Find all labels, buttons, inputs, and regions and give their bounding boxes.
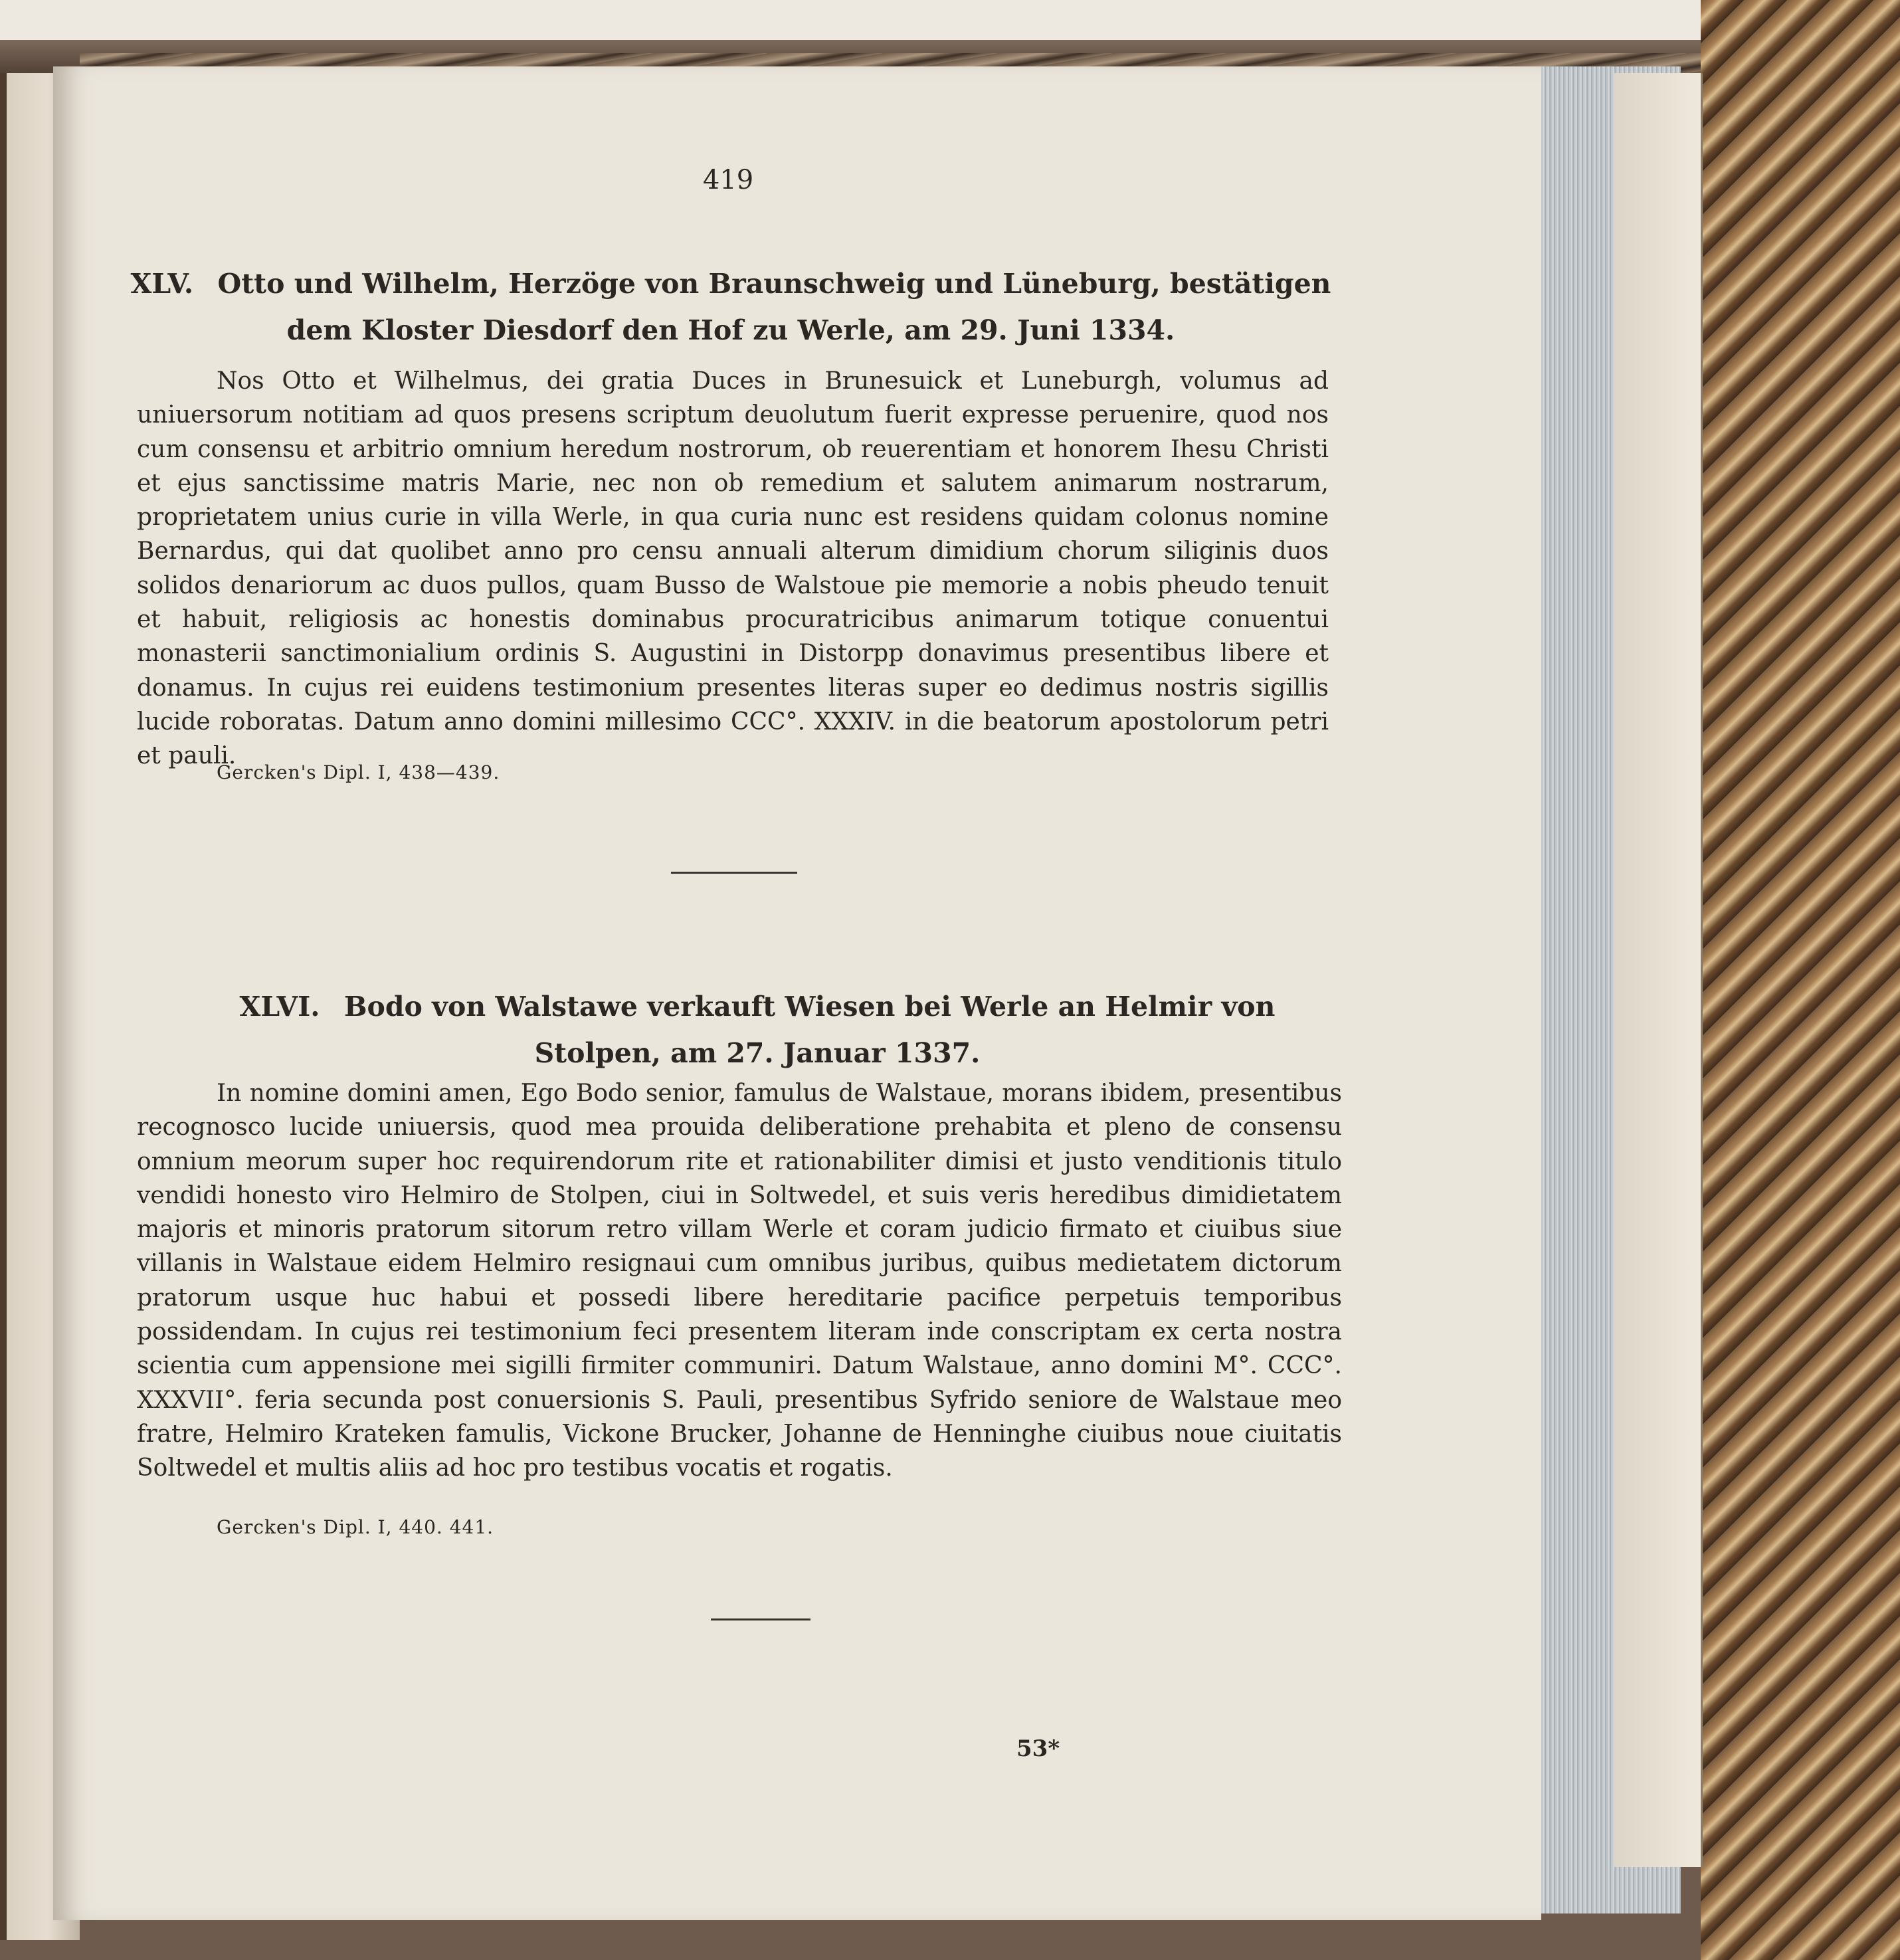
section-divider [671,872,797,874]
charter-paragraph: Nos Otto et Wilhelmus, dei gratia Duces in Brunesuick et Luneburgh, volumus ad uniuersorum notitiam ad quos presens scriptum deuolutum fuerit expresse peruenire, quod nos cum consensu et arbitrio omnium heredum nostrorum, ob reuerentiam et honorem Ihesu Christi et ejus sanctissime matris Marie, nec non ob remedium et salutem animarum nostrarum, proprietatem unius curie in villa Werle, in qua curia nunc est residens quidam colonus nomine Bernardus, qui dat quolibet anno pro censu annuali alterum dimidium chorum siliginis duos solidos denariorum ac duos pullos, quam Busso de Walstoue pie memorie a nobis pheudo tenuit et habuit, religiosis ac honestis dominabus procuratricibus animarum totique conuentui monasterii sanctimonialium ordinis S. Augustini in Distorpp donavimus presentibus libere et donamus. In cujus rei euidens testimonium presentes literas super eo dedimus nostris sigillis lucide roboratas. Datum anno domini millesimo CCC°. XXXIV. in die beatorum apostolorum petri et pauli. [137,367,1329,770]
page-number: 419 [702,165,754,195]
section-divider [711,1618,810,1620]
source-citation-xlvi: Gercken's Dipl. I, 440. 441. [217,1516,494,1538]
signature-mark: 53* [1016,1735,1060,1762]
section-title: Bodo von Walstawe verkauft Wiesen bei Werle an Helmir von Stolpen, am 27. Januar 1337. [343,991,1276,1069]
page-block [1614,73,1703,1867]
section-numeral: XLV. [130,268,194,300]
charter-text-xlvi [137,1076,1342,1486]
charter-paragraph: In nomine domini amen, Ego Bodo senior, famulus de Walstaue, morans ibidem, presentibus recognosco lucide uniuersis, quod mea prouida deliberatione prehabita et pleno de consensu omnium meorum super hoc requirendorum rite et rationabiliter dimisi et justo venditionis titulo vendidi honesto viro Helmiro de Stolpen, ciui in Soltwedel, et suis veris heredibus dimidietatem majoris et minoris pratorum sitorum retro villam Werle et coram judicio firmato et ciuibus siue villanis in Walstaue eidem Helmiro resignaui cum omnibus juribus, quibus medietatem dictorum pratorum usque huc habui et possedi libere hereditarie pacifice perpetuis temporibus possidendam. In cujus rei testimonium feci presentem literam inde conscriptam ex certa nostra scientia cum appensione mei sigilli firmiter communiri. Datum Walstaue, anno domini M°. CCC°. XXXVII°. feria secunda post conuersionis S. Pauli, presentibus Syfrido seniore de Walstaue meo fratre, Helmiro Krateken famulis, Vickone Brucker, Johanne de Henninghe ciuibus noue ciuitatis Soltwedel et multis aliis ad hoc pro testibus vocatis et rogatis. [137,1080,1342,1482]
section-heading-xlvi [199,983,1315,1076]
marbled-cover-right [1701,0,1900,1960]
section-numeral: XLVI. [239,991,320,1023]
binding-edge [0,73,7,1940]
source-citation-xlv: Gercken's Dipl. I, 438—439. [217,761,500,783]
charter-text-xlv [137,364,1329,773]
section-heading-xlv [120,260,1342,353]
section-title: Otto und Wilhelm, Herzöge von Braunschweig und Lüneburg, bestätigen dem Kloster Diesdorf den Hof zu Werle, am 29. Juni 1334. [217,268,1331,346]
